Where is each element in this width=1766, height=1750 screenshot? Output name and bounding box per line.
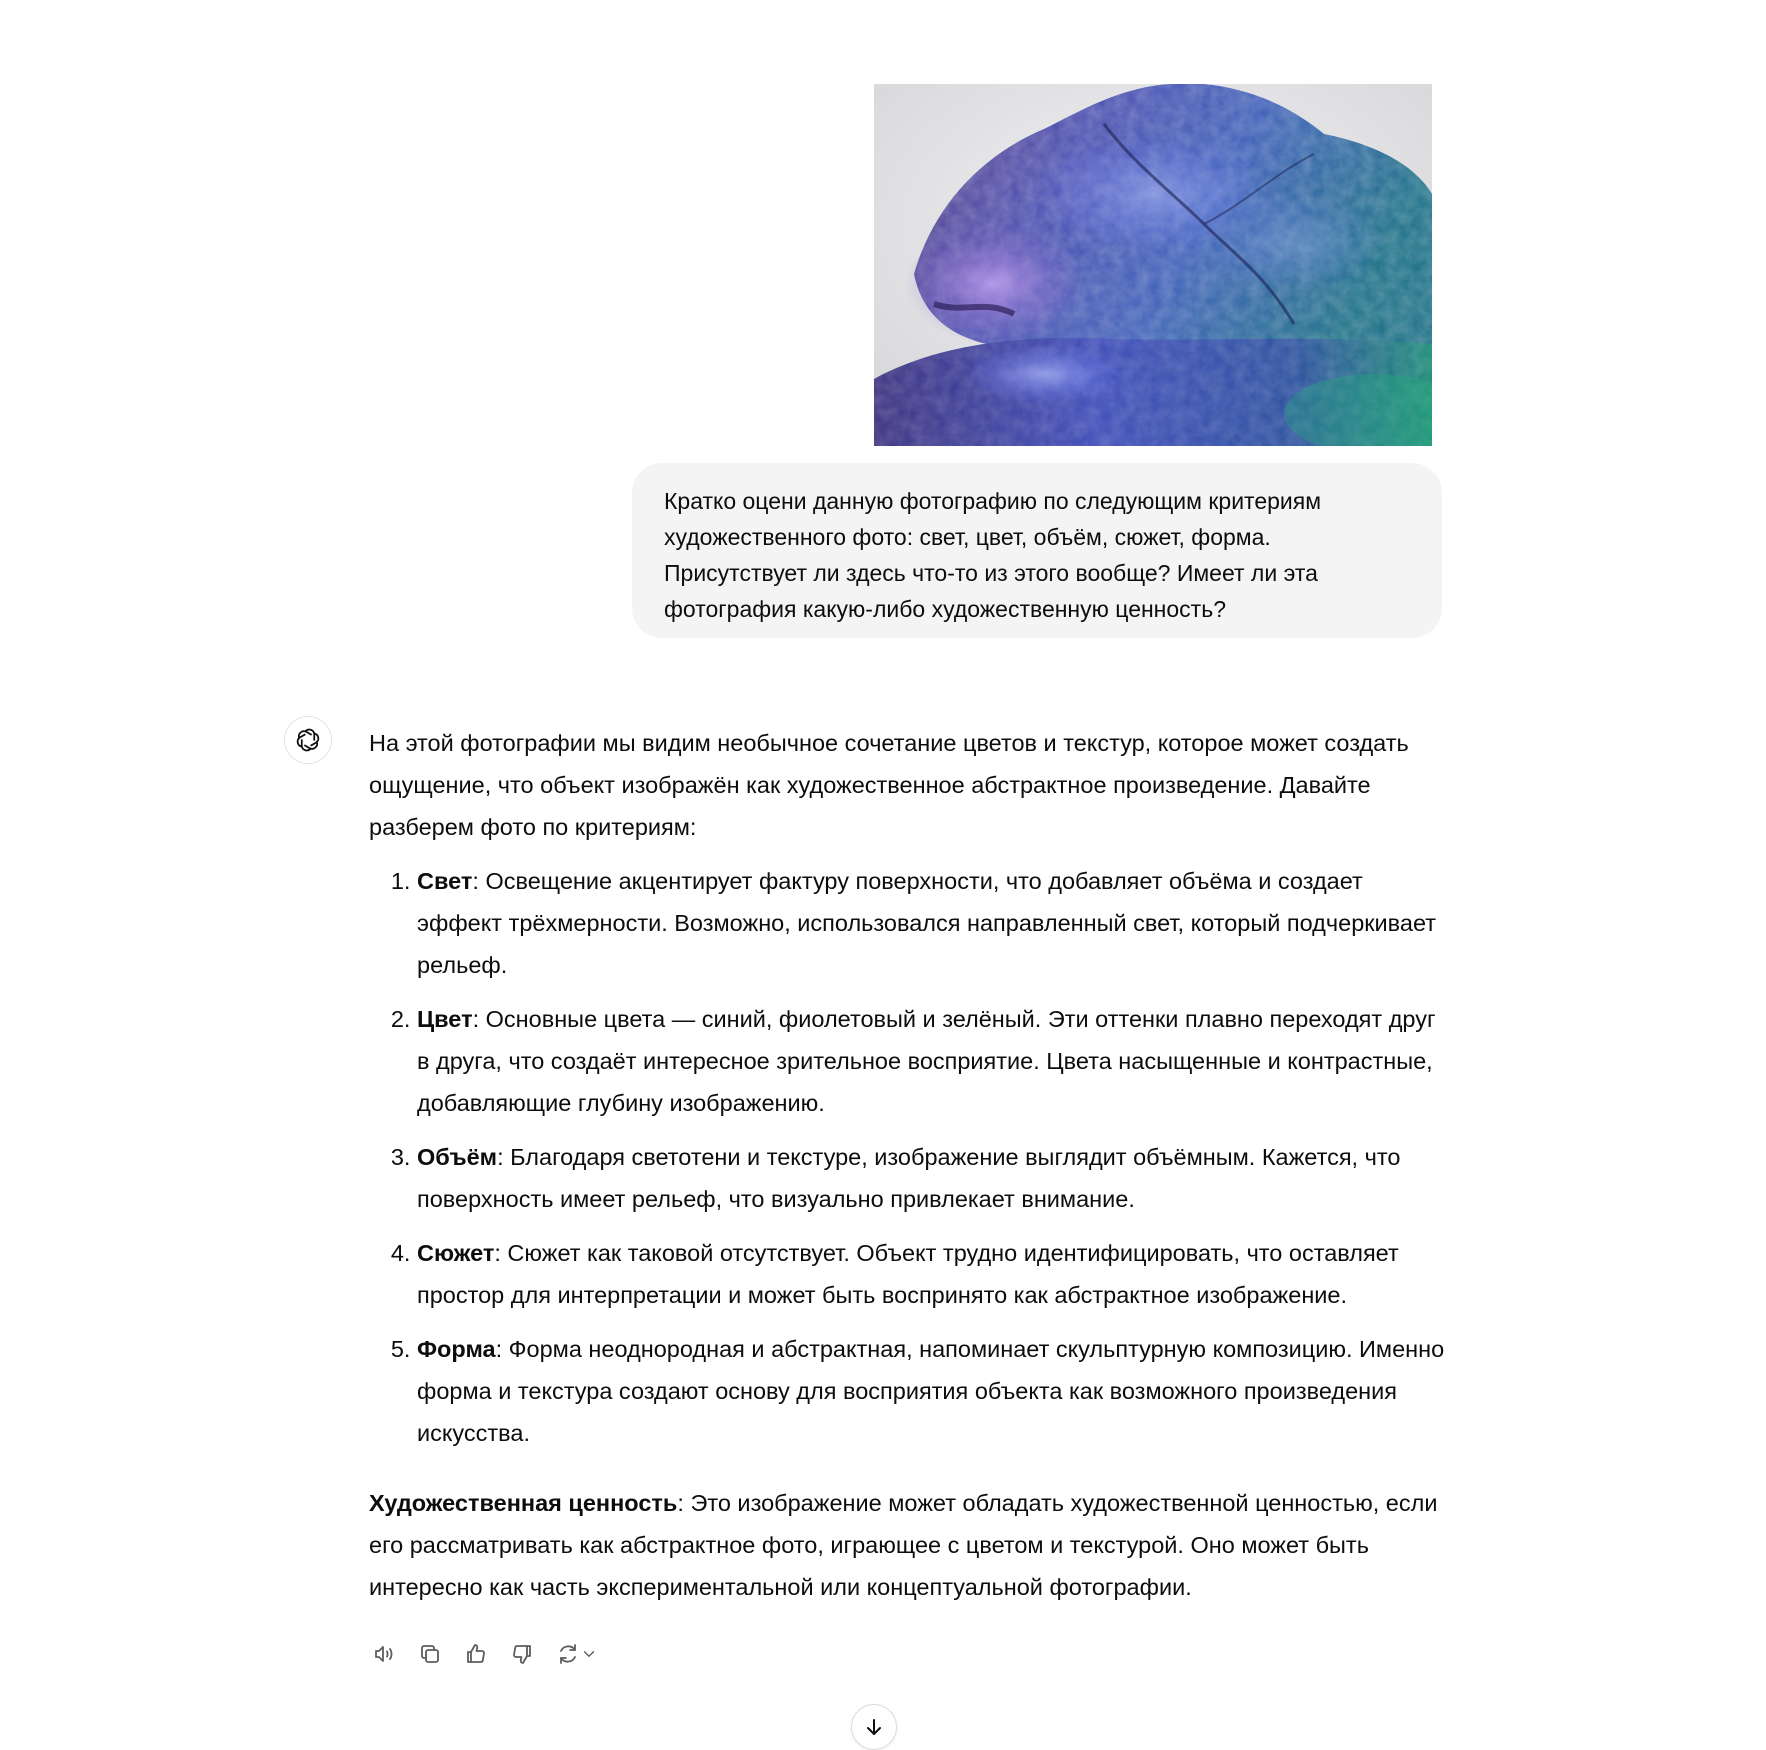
- criteria-list: [369, 860, 1449, 1454]
- assistant-conclusion: [369, 1482, 1449, 1608]
- speaker-icon: [372, 1642, 396, 1666]
- thumbs-down-icon: [510, 1642, 534, 1666]
- copy-button[interactable]: [414, 1638, 446, 1670]
- message-actions: [368, 1637, 602, 1671]
- item-text: : Благодаря светотени и текстуре, изображение выглядит объёмным. Кажется, что поверхность имеет рельеф, что визуально привлекает внимание.: [417, 1144, 1401, 1212]
- user-message-line: художественного фото: свет, цвет, объём, сюжет, форма.: [664, 524, 1271, 550]
- list-item: [417, 998, 1449, 1124]
- conclusion-title: Художественная ценность: [369, 1490, 678, 1516]
- user-message-line: Кратко оцени данную фотографию по следующим критериям: [664, 488, 1322, 514]
- user-message-line: фотография какую-либо художественную ценность?: [664, 596, 1226, 622]
- item-title: Цвет: [417, 1006, 473, 1032]
- assistant-avatar: [284, 716, 332, 764]
- good-response-button[interactable]: [460, 1638, 492, 1670]
- assistant-message: [369, 722, 1449, 1608]
- item-text: : Сюжет как таковой отсутствует. Объект трудно идентифицировать, что оставляет простор для интерпретации и может быть воспринято как абстрактное изображение.: [417, 1240, 1399, 1308]
- item-text: : Освещение акцентирует фактуру поверхности, что добавляет объёма и создает эффект трёхмерности. Возможно, использовался направленный свет, который подчеркивает рельеф.: [417, 868, 1437, 978]
- item-title: Сюжет: [417, 1240, 495, 1266]
- item-title: Форма: [417, 1336, 496, 1362]
- bad-response-button[interactable]: [506, 1638, 538, 1670]
- conclusion-text: : Это изображение может обладать художественной ценностью, если его рассматривать как абстрактное фото, играющее с цветом и текстурой. Оно может быть интересно как часть экспериментальной или концептуальной фотографии.: [369, 1490, 1438, 1600]
- list-item: [417, 860, 1449, 986]
- regenerate-icon: [556, 1642, 580, 1666]
- user-message-bubble: [632, 463, 1442, 638]
- scroll-to-bottom-button[interactable]: [851, 1704, 897, 1750]
- user-message-line: Присутствует ли здесь что-то из этого вообще? Имеет ли эта: [664, 560, 1318, 586]
- list-item: [417, 1136, 1449, 1220]
- item-text: : Форма неоднородная и абстрактная, напоминает скульптурную композицию. Именно форма и текстура создают основу для восприятия объекта как возможного произведения искусства.: [417, 1336, 1445, 1446]
- copy-icon: [418, 1642, 442, 1666]
- regenerate-button[interactable]: [552, 1638, 602, 1670]
- list-item: [417, 1232, 1449, 1316]
- openai-logo-icon: [293, 725, 323, 755]
- photo-abstract-texture: [874, 84, 1432, 446]
- chevron-down-icon: [580, 1645, 598, 1663]
- assistant-intro: На этой фотографии мы видим необычное сочетание цветов и текстур, которое может создать ощущение, что объект изображён как художественное абстрактное произведение. Давайте разберем фото по критериям:: [369, 730, 1409, 840]
- attached-photo[interactable]: [874, 84, 1432, 446]
- thumbs-up-icon: [464, 1642, 488, 1666]
- item-text: : Основные цвета — синий, фиолетовый и зелёный. Эти оттенки плавно переходят друг в друга, что создаёт интересное зрительное восприятие. Цвета насыщенные и контрастные, добавляющие глубину изображению.: [417, 1006, 1436, 1116]
- arrow-down-icon: [862, 1715, 886, 1739]
- item-title: Объём: [417, 1144, 498, 1170]
- read-aloud-button[interactable]: [368, 1638, 400, 1670]
- item-title: Свет: [417, 868, 473, 894]
- list-item: [417, 1328, 1449, 1454]
